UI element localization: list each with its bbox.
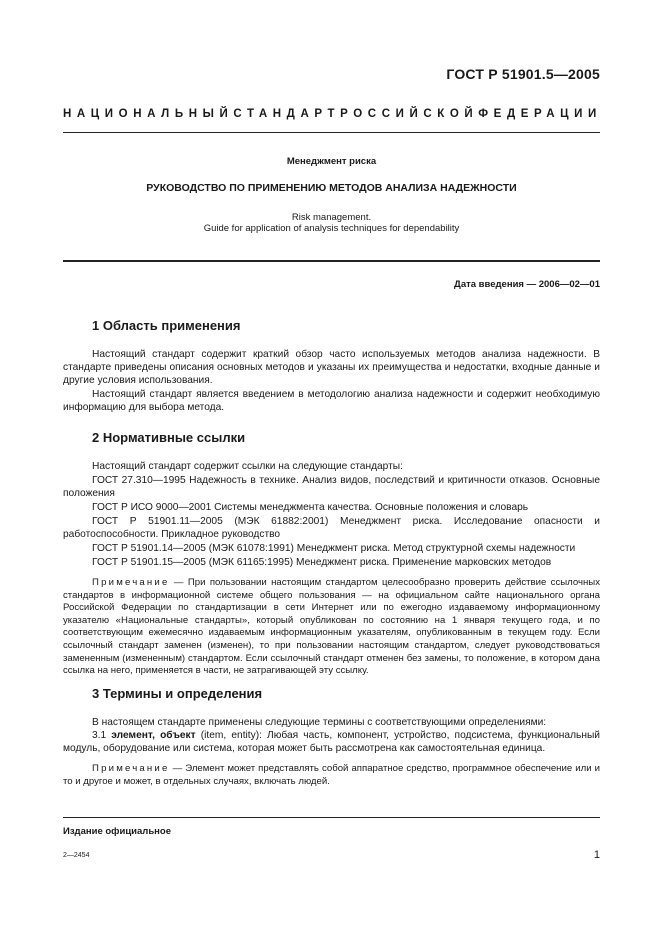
document-subtitle: Менеджмент риска xyxy=(286,156,377,167)
reference-item xyxy=(63,556,600,569)
document-title: РУКОВОДСТВО ПО ПРИМЕНЕНИЮ МЕТОДОВ АНАЛИЗА НАДЕЖНОСТИ xyxy=(146,182,517,194)
title-divider xyxy=(63,260,600,262)
reference-text: ГОСТ Р ИСО 9000—2001 Системы менеджмента качества. Основные положения и словарь xyxy=(92,502,529,513)
reference-item xyxy=(63,474,600,500)
footer-divider xyxy=(63,817,600,818)
note-label: Примечание xyxy=(92,577,170,588)
page-number: 1 xyxy=(593,849,600,861)
section2-heading: 2 Нормативные ссылки xyxy=(92,430,246,445)
note-label: Примечание xyxy=(92,763,170,774)
section1-paragraph2-text: Настоящий стандарт является введением в методологию анализа надежности и содержит необходимую информацию для выбора метода. xyxy=(63,389,600,413)
banner-word: НАЦИОНАЛЬНЫЙ xyxy=(63,108,234,120)
section3-intro xyxy=(63,716,600,729)
section3-heading: 3 Термины и определения xyxy=(92,686,263,701)
reference-item xyxy=(63,542,600,555)
reference-text: ГОСТ Р 51901.15—2005 (МЭК 61165:1995) Менеджмент риска. Применение марковских методов xyxy=(92,557,552,568)
banner-word: РОССИЙСКОЙ xyxy=(340,108,479,120)
note-text: — Элемент может представлять собой аппаратное средство, программное обеспечение или и то и другое и может, в отдельных случаях, включать людей. xyxy=(63,763,600,787)
reference-item xyxy=(63,515,600,541)
national-standard-banner xyxy=(63,108,600,120)
section2-note xyxy=(63,577,600,678)
top-divider xyxy=(63,132,600,133)
official-edition-label: Издание официальное xyxy=(63,826,171,837)
introduction-date: Дата введения — 2006—02—01 xyxy=(454,279,600,290)
term-number: 3.1 xyxy=(92,730,112,741)
reference-text: ГОСТ 27.310—1995 Надежность в технике. Анализ видов, последствий и критичности отказов. Основные положения xyxy=(63,475,600,499)
english-title-line2: Guide for application of analysis techniques for dependability xyxy=(203,223,460,234)
section3-note xyxy=(63,763,600,788)
section3-intro-text: В настоящем стандарте применены следующие термины с соответствующими определениями: xyxy=(92,717,547,728)
section1-paragraph1-text: Настоящий стандарт содержит краткий обзор часто используемых методов анализа надежности. В стандарте приведены описания основных методов и указаны их преимущества и недостатки, входные данные и другие условия использования. xyxy=(63,349,600,386)
section2-intro-text: Настоящий стандарт содержит ссылки на следующие стандарты: xyxy=(92,461,403,472)
note-text: — При пользовании настоящим стандартом целесообразно проверить действие ссылочных стандартов в информационной системе общего пользования — на официальном сайте национального органа Российской Федерации по стандартизации в сети Интернет или по ежегодно издаваемому информационному указателю «Национальные стандарты», который опубликован по состоянию на 1 января текущего года, и по соответствующим ежемесячно издаваемым информационным указателям, опубликованным в текущем году. Если ссылочный стандарт заменен (изменен), то при пользовании настоящим стандартом, следует руководствоваться замененным (измененным) стандартом. Если ссылочный стандарт отменен без замены, то положение, в котором дана ссылка на него, применяется в части, не затрагивающей эту ссылку. xyxy=(63,577,600,677)
section1-heading: 1 Область применения xyxy=(92,318,241,333)
section1-paragraph1 xyxy=(63,348,600,387)
banner-word: ФЕДЕРАЦИИ xyxy=(478,108,602,120)
reference-text: ГОСТ Р 51901.14—2005 (МЭК 61078:1991) Менеджмент риска. Метод структурной схемы надежности xyxy=(92,543,576,554)
term-definition-text: (item, entity): Любая часть, компонент, устройство, подсистема, функциональный модуль, оборудование или система, которая может быть рассмотрена как самостоятельная единица. xyxy=(63,730,600,754)
print-code: 2—2454 xyxy=(63,852,90,859)
term-name: элемент, объект xyxy=(111,730,196,741)
reference-text: ГОСТ Р 51901.11—2005 (МЭК 61882:2001) Менеджмент риска. Исследование опасности и работоспособности. Прикладное руководство xyxy=(63,516,600,540)
term-definition xyxy=(63,729,600,755)
english-title-line1: Risk management. xyxy=(291,212,372,223)
reference-item xyxy=(63,501,600,514)
gost-number: ГОСТ Р 51901.5—2005 xyxy=(446,66,600,82)
section1-paragraph2 xyxy=(63,388,600,414)
section2-intro xyxy=(63,460,600,473)
banner-word: СТАНДАРТ xyxy=(233,108,341,120)
